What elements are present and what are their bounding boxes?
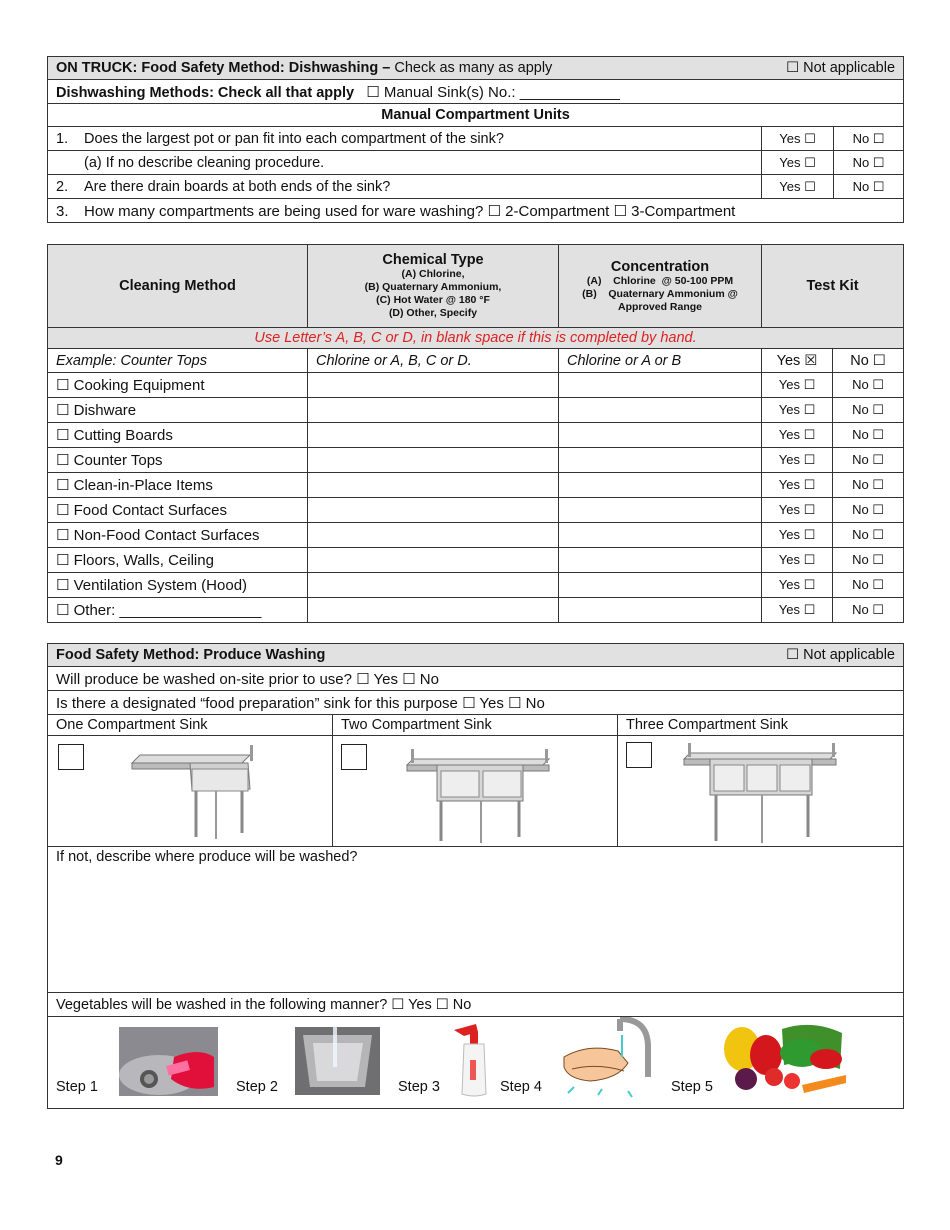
sink-cell-two <box>333 736 618 847</box>
yes-checkbox[interactable]: Yes ☐ <box>762 448 833 473</box>
cleaning-method-checkbox[interactable]: ☐ Food Contact Surfaces <box>48 498 308 523</box>
produce-describe-field[interactable] <box>48 847 904 993</box>
vegetables-question[interactable]: Vegetables will be washed in the following manner? ☐ Yes ☐ No <box>48 993 904 1017</box>
produce-not-applicable-checkbox[interactable]: ☐ Not applicable <box>786 647 895 663</box>
concentration-field[interactable] <box>559 548 762 573</box>
no-checkbox[interactable]: No ☐ <box>833 573 904 598</box>
cleaning-method-checkbox[interactable]: ☐ Ventilation System (Hood) <box>48 573 308 598</box>
concentration-option: (A) Chlorine @ 50-100 PPM <box>586 274 734 287</box>
step1-scrub-sink-icon <box>119 1027 218 1096</box>
no-checkbox[interactable]: No ☐ <box>833 473 904 498</box>
no-checkbox[interactable]: No ☐ <box>833 498 904 523</box>
cleaning-method-checkbox[interactable]: ☐ Other: _________________ <box>48 598 308 623</box>
cleaning-method-checkbox[interactable]: ☐ Cooking Equipment <box>48 373 308 398</box>
question-number: 2. <box>56 178 69 195</box>
dishwashing-header <box>48 57 904 80</box>
cleaning-row <box>48 573 904 598</box>
sink-two-checkbox[interactable] <box>341 744 367 770</box>
concentration-field[interactable] <box>559 498 762 523</box>
yes-checkbox[interactable]: Yes ☐ <box>762 573 833 598</box>
chemical-option: (B) Quaternary Ammonium, <box>364 281 502 293</box>
yes-checkbox[interactable]: Yes ☐ <box>762 175 834 199</box>
chemical-option: (C) Hot Water @ 180 °F <box>376 294 490 306</box>
cleaning-row <box>48 373 904 398</box>
chemical-type-field[interactable] <box>308 373 559 398</box>
sink-cell-three <box>618 736 904 847</box>
page-number: 9 <box>55 1152 63 1168</box>
step2-rinse-sink-icon <box>295 1027 380 1095</box>
question-number: 3. <box>56 202 69 220</box>
col-chemical-type <box>308 245 559 328</box>
question-row <box>48 127 762 151</box>
cleaning-row <box>48 423 904 448</box>
sink-label-two: Two Compartment Sink <box>333 715 618 736</box>
question-text: Does the largest pot or pan fit into each compartment of the sink? <box>84 130 504 147</box>
cleaning-row <box>48 473 904 498</box>
manual-sink-checkbox[interactable]: ☐ Manual Sink(s) No.: ____________ <box>366 83 620 101</box>
cleaning-row <box>48 548 904 573</box>
question-row-3 <box>48 199 904 223</box>
cleaning-row <box>48 448 904 473</box>
dishwashing-methods-row <box>48 80 904 104</box>
produce-describe-label: If not, describe where produce will be washed? <box>56 849 358 865</box>
steps-cell <box>48 1017 904 1109</box>
produce-onsite-question[interactable]: Will produce be washed on-site prior to use? ☐ Yes ☐ No <box>48 667 904 691</box>
cleaning-method-checkbox[interactable]: ☐ Dishware <box>48 398 308 423</box>
chemical-type-field[interactable] <box>308 473 559 498</box>
no-checkbox[interactable]: No ☐ <box>833 398 904 423</box>
dishwashing-title: ON TRUCK: Food Safety Method: Dishwashing – <box>56 60 391 76</box>
concentration-title: Concentration <box>610 258 710 275</box>
yes-checkbox[interactable]: Yes ☐ <box>762 398 833 423</box>
sink-label-one: One Compartment Sink <box>48 715 333 736</box>
step4-handwashing-icon <box>558 1017 654 1101</box>
col-concentration <box>559 245 762 328</box>
yes-checkbox[interactable]: Yes ☐ <box>762 127 834 151</box>
chemical-option: (D) Other, Specify <box>388 307 478 319</box>
example-chemical: Chlorine or A, B, C or D. <box>308 349 559 373</box>
step-label: Step 2 <box>236 1079 278 1095</box>
dishwashing-table <box>47 56 904 223</box>
step3-spray-bottle-icon <box>450 1020 490 1098</box>
cleaning-table <box>47 244 904 623</box>
dishwashing-not-applicable-checkbox[interactable]: ☐ Not applicable <box>786 60 896 76</box>
produce-title: Food Safety Method: Produce Washing <box>56 647 326 663</box>
no-checkbox[interactable]: No ☐ <box>833 448 904 473</box>
chemical-type-field[interactable] <box>308 398 559 423</box>
no-checkbox[interactable]: No ☐ <box>833 373 904 398</box>
cleaning-method-checkbox[interactable]: ☐ Clean-in-Place Items <box>48 473 308 498</box>
produce-table <box>47 643 904 1109</box>
yes-checkbox[interactable]: Yes ☐ <box>762 598 833 623</box>
step-label: Step 1 <box>56 1079 98 1095</box>
no-checkbox[interactable]: No ☐ <box>833 598 904 623</box>
concentration-field[interactable] <box>559 473 762 498</box>
chemical-type-field[interactable] <box>308 573 559 598</box>
no-checkbox[interactable]: No ☐ <box>833 548 904 573</box>
cleaning-row <box>48 523 904 548</box>
step-label: Step 4 <box>500 1079 542 1095</box>
chemical-type-field[interactable] <box>308 448 559 473</box>
yes-checkbox[interactable]: Yes ☐ <box>762 423 833 448</box>
question-number: 1. <box>56 130 69 147</box>
concentration-field[interactable] <box>559 448 762 473</box>
question-row <box>48 151 762 175</box>
chemical-type-field[interactable] <box>308 598 559 623</box>
concentration-field[interactable] <box>559 523 762 548</box>
col-test-kit: Test Kit <box>762 245 904 328</box>
chemical-type-field[interactable] <box>308 548 559 573</box>
example-method: Example: Counter Tops <box>48 349 308 373</box>
chemical-type-field[interactable] <box>308 523 559 548</box>
chemical-type-title: Chemical Type <box>382 252 484 268</box>
dishwashing-methods-label: Dishwashing Methods: Check all that apply <box>56 84 355 101</box>
three-compartment-sink-icon <box>682 739 842 845</box>
yes-checkbox[interactable]: Yes ☐ <box>762 523 833 548</box>
chemical-option: (A) Chlorine, <box>401 268 465 280</box>
col-cleaning-method: Cleaning Method <box>48 245 308 328</box>
sink-cell-one <box>48 736 333 847</box>
two-compartment-sink-icon <box>405 741 555 845</box>
produce-sink-question[interactable]: Is there a designated “food preparation” sink for this purpose ☐ Yes ☐ No <box>48 691 904 715</box>
sink-label-three: Three Compartment Sink <box>618 715 904 736</box>
step5-vegetables-icon <box>722 1019 848 1096</box>
cleaning-method-checkbox[interactable]: ☐ Non-Food Contact Surfaces <box>48 523 308 548</box>
concentration-field[interactable] <box>559 598 762 623</box>
no-checkbox[interactable]: No ☐ <box>834 151 904 175</box>
example-no: No ☐ <box>833 349 904 373</box>
yes-checkbox[interactable]: Yes ☐ <box>762 373 833 398</box>
chemical-type-field[interactable] <box>308 498 559 523</box>
dishwashing-subtitle: Check as many as apply <box>390 60 553 76</box>
concentration-field[interactable] <box>559 573 762 598</box>
concentration-field[interactable] <box>559 423 762 448</box>
cleaning-row <box>48 498 904 523</box>
manual-units-title: Manual Compartment Units <box>48 104 904 127</box>
concentration-field[interactable] <box>559 373 762 398</box>
question-text: (a) If no describe cleaning procedure. <box>84 154 325 171</box>
cleaning-method-checkbox[interactable]: ☐ Counter Tops <box>48 448 308 473</box>
chemical-type-field[interactable] <box>308 423 559 448</box>
concentration-field[interactable] <box>559 398 762 423</box>
cleaning-method-checkbox[interactable]: ☐ Cutting Boards <box>48 423 308 448</box>
no-checkbox[interactable]: No ☐ <box>834 175 904 199</box>
sink-three-checkbox[interactable] <box>626 742 652 768</box>
one-compartment-sink-icon <box>130 741 260 841</box>
example-concentration: Chlorine or A or B <box>559 349 762 373</box>
no-checkbox[interactable]: No ☐ <box>834 127 904 151</box>
example-yes: Yes ☒ <box>762 349 833 373</box>
question-row <box>48 175 762 199</box>
compartment-count-question[interactable]: How many compartments are being used for ware washing? ☐ 2-Compartment ☐ 3-Compartment <box>84 202 736 220</box>
yes-checkbox[interactable]: Yes ☐ <box>762 498 833 523</box>
concentration-option: (B) Quaternary Ammonium @ <box>582 287 738 300</box>
yes-checkbox[interactable]: Yes ☐ <box>762 548 833 573</box>
yes-checkbox[interactable]: Yes ☐ <box>762 473 833 498</box>
instruction-note: Use Letter’s A, B, C or D, in blank space if this is completed by hand. <box>48 328 904 349</box>
no-checkbox[interactable]: No ☐ <box>833 423 904 448</box>
produce-header <box>48 644 904 667</box>
concentration-option: Approved Range <box>617 300 702 313</box>
step-label: Step 5 <box>671 1079 713 1095</box>
cleaning-rows <box>48 373 904 623</box>
no-checkbox[interactable]: No ☐ <box>833 523 904 548</box>
step-label: Step 3 <box>398 1079 440 1095</box>
sink-one-checkbox[interactable] <box>58 744 84 770</box>
cleaning-method-checkbox[interactable]: ☐ Floors, Walls, Ceiling <box>48 548 308 573</box>
cleaning-row <box>48 598 904 623</box>
yes-checkbox[interactable]: Yes ☐ <box>762 151 834 175</box>
question-text: Are there drain boards at both ends of the sink? <box>84 178 391 195</box>
cleaning-row <box>48 398 904 423</box>
